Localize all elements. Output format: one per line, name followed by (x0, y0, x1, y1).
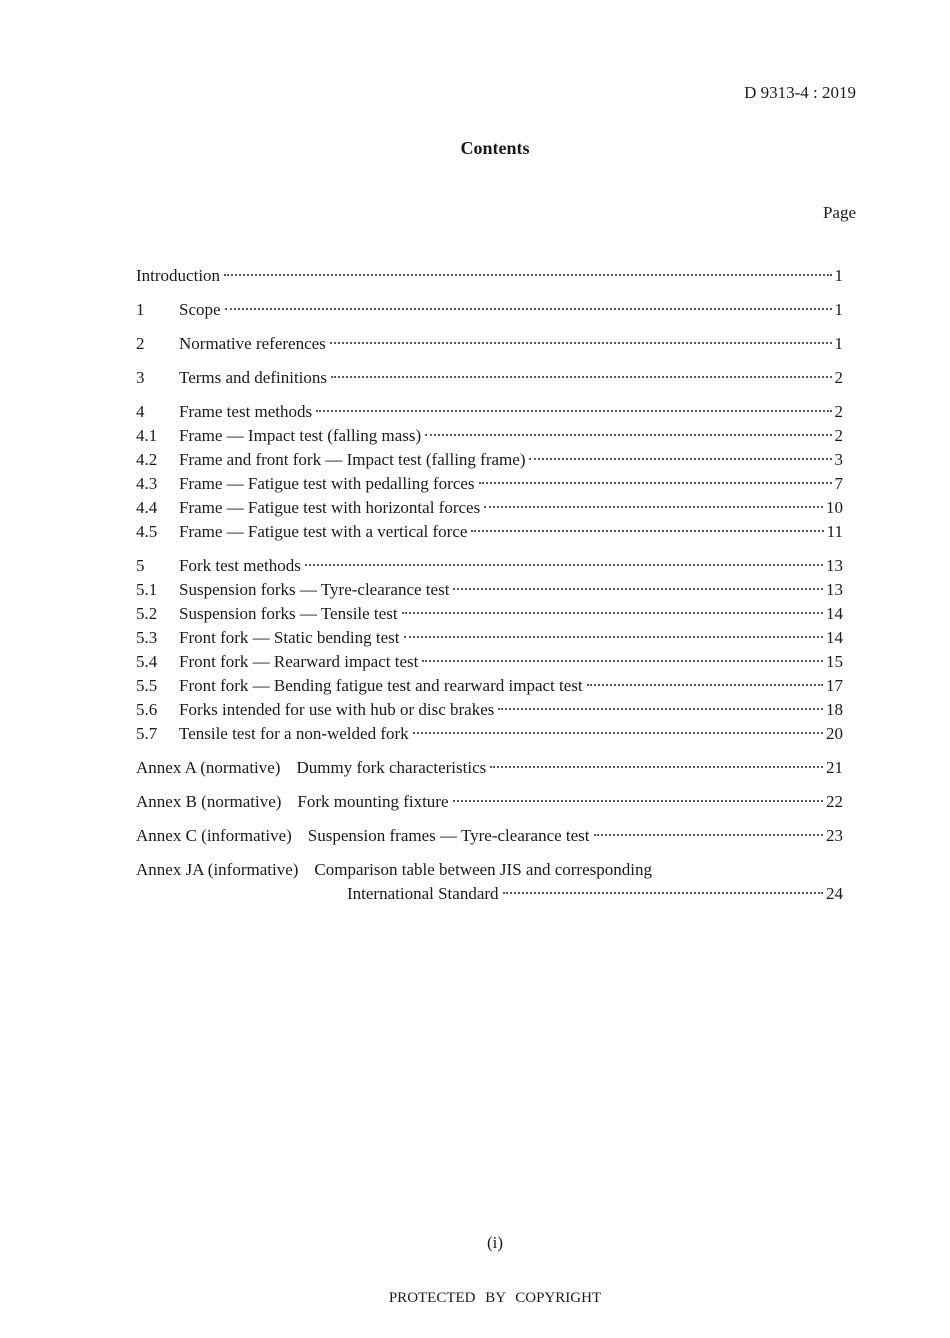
dot-leader (498, 708, 823, 710)
toc-section-number: 1 (136, 300, 145, 319)
page-column-label: Page (822, 203, 856, 222)
toc-section-number: 5.3 (136, 628, 158, 647)
toc-page-number: 17 (826, 676, 843, 695)
dot-leader (587, 684, 823, 686)
toc-entry-text: Frame — Fatigue test with a vertical force (179, 522, 468, 541)
dot-leader (330, 342, 832, 344)
toc-page-number: 1 (834, 334, 843, 353)
toc-entry-text: Frame — Impact test (falling mass) (179, 426, 422, 445)
toc-entry-5-2[interactable] (136, 602, 843, 626)
toc-section-number: 5.4 (136, 652, 158, 671)
dot-leader (316, 410, 831, 412)
toc-entry-text: Comparison table between JIS and corresponding (314, 860, 652, 879)
toc-section-number: 4.4 (136, 498, 158, 517)
toc-entry-text: Frame test methods (179, 402, 313, 421)
toc-section-number: 5.7 (136, 724, 158, 743)
dot-leader (453, 588, 823, 590)
toc-entry-text: Terms and definitions (179, 368, 328, 387)
toc-entry-text: Dummy fork characteristics (296, 758, 487, 777)
toc-entry-text: Suspension forks — Tyre-clearance test (179, 580, 450, 599)
dot-leader (305, 564, 823, 566)
toc-entry-text: Normative references (179, 334, 326, 353)
toc-entry-annex-ja-continued[interactable] (136, 882, 843, 906)
toc-section-number: 4 (136, 402, 145, 421)
page-number: (i) (486, 1233, 504, 1252)
page-title: Contents (460, 138, 530, 158)
toc-page-number: 23 (826, 826, 843, 845)
toc-page-number: 1 (834, 300, 843, 319)
toc-entry-5-3[interactable] (136, 626, 843, 650)
toc-entry-text: Front fork — Rearward impact test (179, 652, 419, 671)
toc-entry-annex-b[interactable] (136, 790, 843, 814)
toc-section-number: 4.5 (136, 522, 158, 541)
dot-leader (422, 660, 823, 662)
dot-leader (225, 308, 832, 310)
toc-page-number: 11 (826, 522, 843, 541)
toc-entry-5-7[interactable] (136, 722, 843, 746)
toc-entry-5-4[interactable] (136, 650, 843, 674)
toc-entry-text: Suspension frames — Tyre-clearance test (307, 826, 590, 845)
toc-page-number: 10 (826, 498, 843, 517)
dot-leader (484, 506, 823, 508)
toc-entry-text: Frame and front fork — Impact test (falling frame) (179, 450, 526, 469)
toc-section-number: 5.5 (136, 676, 158, 695)
toc-entry-text: Front fork — Static bending test (179, 628, 400, 647)
toc-section-number: 2 (136, 334, 145, 353)
toc-page-number: 24 (826, 884, 843, 903)
toc-entry-4-3[interactable] (136, 472, 843, 496)
dot-leader (331, 376, 831, 378)
toc-page-number: 14 (826, 604, 843, 623)
dot-leader (503, 892, 823, 894)
dot-leader (471, 530, 823, 532)
toc-entry-fork-test-methods[interactable] (136, 554, 843, 578)
annex-label: Annex A (normative) (136, 758, 281, 777)
annex-label: Annex C (informative) (136, 826, 292, 845)
dot-leader (453, 800, 823, 802)
toc-entry-annex-a[interactable] (136, 756, 843, 780)
dot-leader (413, 732, 823, 734)
toc-page-number: 14 (826, 628, 843, 647)
toc-entry-text: Fork test methods (179, 556, 301, 575)
toc-page-number: 2 (834, 402, 843, 421)
toc-entry-scope[interactable] (136, 298, 843, 322)
toc-section-number: 5 (136, 556, 145, 575)
toc-entry-text: Frame — Fatigue test with pedalling forces (179, 474, 475, 493)
dot-leader (479, 482, 832, 484)
toc-entry-text: Forks intended for use with hub or disc brakes (179, 700, 495, 719)
toc-entry-5-6[interactable] (136, 698, 843, 722)
toc-page-number: 3 (834, 450, 843, 469)
document-id: D 9313-4 : 2019 (744, 83, 856, 102)
toc-entry-5-5[interactable] (136, 674, 843, 698)
toc-entry-text: Front fork — Bending fatigue test and rearward impact test (179, 676, 583, 695)
toc-section-number: 4.3 (136, 474, 158, 493)
toc-entry-4-4[interactable] (136, 496, 843, 520)
toc-page-number: 2 (834, 368, 843, 387)
toc-entry-text: Suspension forks — Tensile test (179, 604, 398, 623)
annex-label: Annex JA (informative) (136, 860, 299, 879)
toc-entry-normative-references[interactable] (136, 332, 843, 356)
toc-entry-text: Introduction (136, 266, 221, 285)
toc-entry-annex-c[interactable] (136, 824, 843, 848)
toc-entry-annex-ja[interactable] (136, 858, 843, 882)
toc-entry-text: Frame — Fatigue test with horizontal forces (179, 498, 481, 517)
toc-page-number: 18 (826, 700, 843, 719)
dot-leader (402, 612, 823, 614)
dot-leader (529, 458, 831, 460)
toc-page-number: 1 (834, 266, 843, 285)
toc-page-number: 13 (826, 556, 843, 575)
toc-section-number: 5.2 (136, 604, 158, 623)
toc-entry-4-2[interactable] (136, 448, 843, 472)
dot-leader (490, 766, 823, 768)
toc-section-number: 3 (136, 368, 145, 387)
toc-entry-4-5[interactable] (136, 520, 843, 544)
toc-entry-terms[interactable] (136, 366, 843, 390)
toc-entry-text: Scope (179, 300, 221, 319)
toc-entry-frame-test-methods[interactable] (136, 400, 843, 424)
toc-page-number: 20 (826, 724, 843, 743)
toc-entry-4-1[interactable] (136, 424, 843, 448)
toc-section-number: 5.1 (136, 580, 158, 599)
dot-leader (594, 834, 823, 836)
toc-page-number: 21 (826, 758, 843, 777)
toc-page-number: 13 (826, 580, 843, 599)
table-of-contents (136, 264, 843, 906)
toc-page-number: 15 (826, 652, 843, 671)
dot-leader (224, 274, 831, 276)
toc-entry-5-1[interactable] (136, 578, 843, 602)
toc-section-number: 4.1 (136, 426, 158, 445)
toc-entry-text: Fork mounting fixture (297, 792, 449, 811)
copyright-notice: PROTECTED BY COPYRIGHT (388, 1290, 602, 1306)
toc-entry-text: International Standard (347, 884, 499, 903)
dot-leader (425, 434, 831, 436)
dot-leader (404, 636, 823, 638)
annex-label: Annex B (normative) (136, 792, 282, 811)
toc-page-number: 2 (834, 426, 843, 445)
toc-page-number: 22 (826, 792, 843, 811)
toc-section-number: 4.2 (136, 450, 158, 469)
toc-entry-introduction[interactable] (136, 264, 843, 288)
toc-page-number: 7 (834, 474, 843, 493)
toc-entry-text: Tensile test for a non-welded fork (179, 724, 409, 743)
toc-section-number: 5.6 (136, 700, 158, 719)
